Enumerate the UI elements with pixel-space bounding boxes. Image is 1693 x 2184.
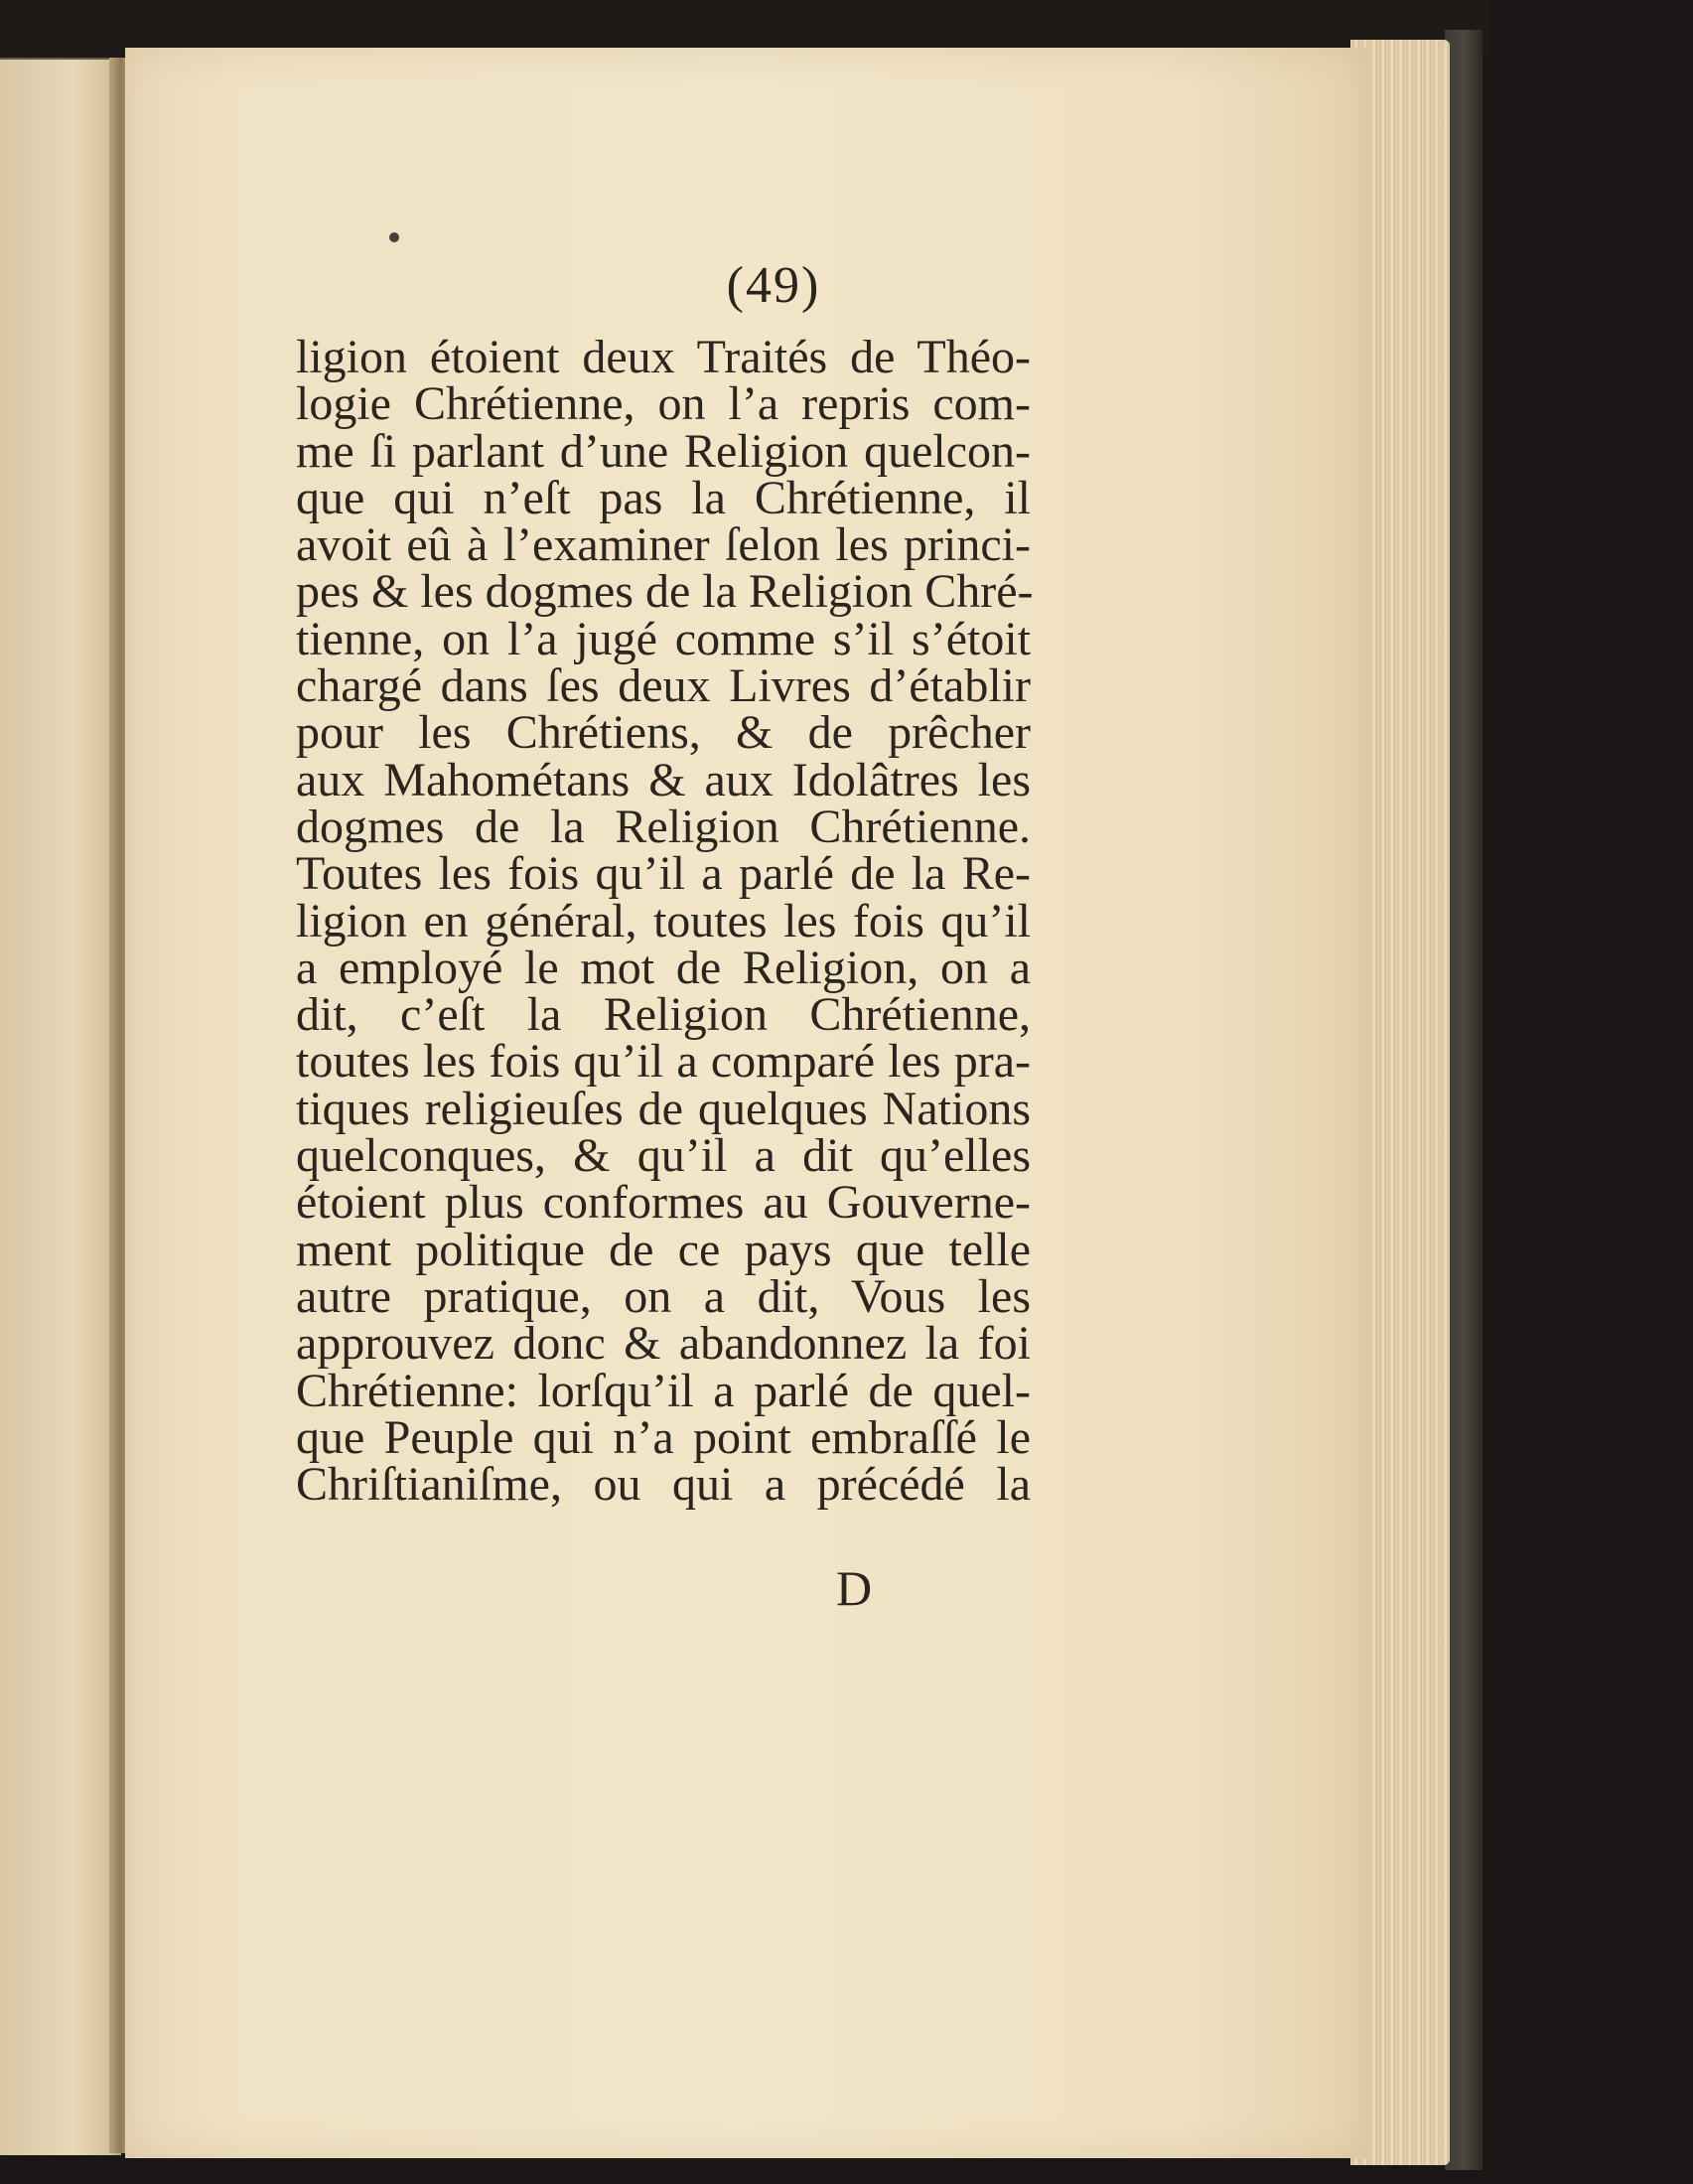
- text-line: pour les Chrétiens, & de prêcher: [296, 706, 1031, 760]
- ink-speck: [389, 232, 399, 242]
- text-line: que qui n’eſt pas la Chrétienne, il: [296, 471, 1031, 524]
- text-line: dogmes de la Religion Chrétienne.: [296, 800, 1031, 853]
- page-number: (49): [726, 257, 821, 314]
- left-facing-page: [0, 58, 121, 2155]
- text-line: me ſi parlant d’une Religion quelcon-: [296, 424, 1031, 478]
- text-line: pes & les dogmes de la Religion Chré-: [296, 565, 1034, 619]
- text-line: étoient plus conformes au Gouverne-: [296, 1176, 1031, 1230]
- signature-mark: D: [835, 1560, 873, 1616]
- text-line: Chrétienne: lorſqu’il a parlé de quel-: [296, 1364, 1031, 1417]
- text-line: tienne, on l’a jugé comme s’il s’étoit: [296, 612, 1031, 665]
- text-line: quelconques, & qu’il a dit qu’elles: [296, 1129, 1031, 1183]
- text-line: tiques religieuſes de quelques Nations: [296, 1082, 1031, 1135]
- text-line: dit, c’eſt la Religion Chrétienne,: [296, 988, 1031, 1042]
- text-line: toutes les fois qu’il a comparé les pra-: [296, 1035, 1031, 1089]
- text-line: Toutes les fois qu’il a parlé de la Re-: [296, 847, 1031, 901]
- text-line: Chriſtianiſme, ou qui a précédé la: [296, 1458, 1031, 1512]
- text-line: approuvez donc & abandonnez la foi: [296, 1317, 1031, 1371]
- text-line: avoit eû à l’examiner ſelon les princi-: [296, 518, 1031, 572]
- text-line: a employé le mot de Religion, on a: [296, 941, 1031, 994]
- text-line: ment politique de ce pays que telle: [296, 1223, 1031, 1276]
- text-line: ligion en général, toutes les fois qu’il: [296, 894, 1031, 947]
- text-line: ligion étoient deux Traités de Théo-: [296, 331, 1031, 383]
- body-text: [296, 331, 1034, 1512]
- text-line: aux Mahométans & aux Idolâtres les: [296, 753, 1031, 806]
- text-line: logie Chrétienne, on l’a repris com-: [296, 377, 1031, 431]
- text-line: autre pratique, on a dit, Vous les: [296, 1269, 1031, 1323]
- text-line: chargé dans ſes deux Livres d’établir: [296, 659, 1031, 713]
- book-binding: [1445, 30, 1482, 2170]
- text-line: que Peuple qui n’a point embraſſé le: [296, 1410, 1031, 1464]
